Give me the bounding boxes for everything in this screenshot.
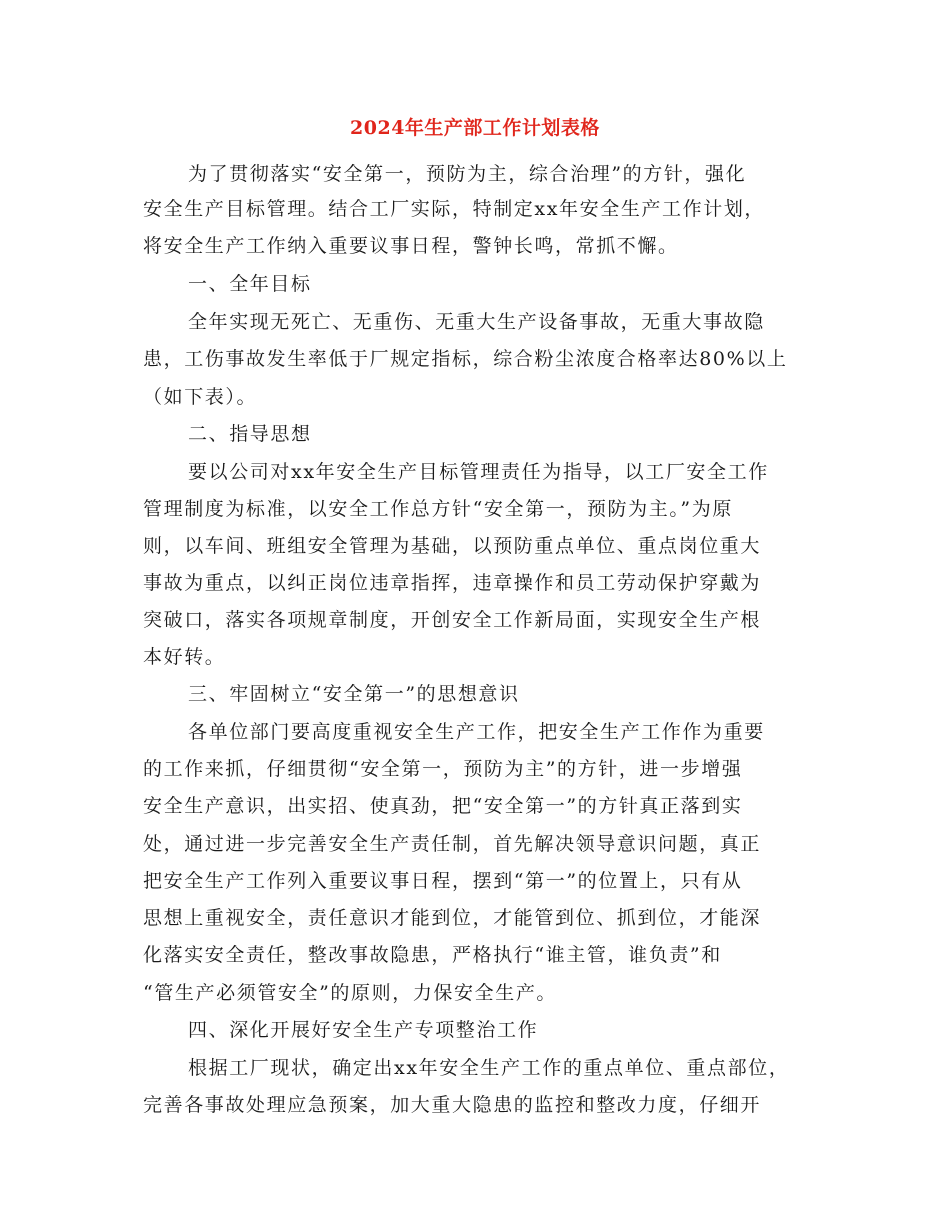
paragraph-line: 根据工厂现状，确定出xx年安全生产工作的重点单位、重点部位，	[188, 1057, 790, 1079]
paragraph-line: 化落实安全责任，整改事故隐患，严格执行“谁主管，谁负责”和	[143, 944, 722, 966]
document-title: 2024年生产部工作计划表格	[350, 117, 600, 139]
paragraph-line: 管理制度为标准，以安全工作总方针“安全第一，预防为主。”为原	[143, 498, 733, 520]
paragraph-line: 为了贯彻落实“安全第一，预防为主，综合治理”的方针，强化	[188, 163, 747, 185]
paragraph-line: 安全生产意识，出实招、使真劲，把“安全第一”的方针真正落到实	[143, 795, 743, 817]
paragraph-line: 将安全生产工作纳入重要议事日程，警钟长鸣，常抓不懈。	[143, 235, 679, 257]
paragraph-line: 各单位部门要高度重视安全生产工作，把安全生产工作作为重要	[188, 721, 765, 743]
paragraph-line: 突破口，落实各项规章制度，开创安全工作新局面，实现安全生产根	[143, 609, 762, 631]
section-heading: 二、指导思想	[188, 423, 312, 445]
section-heading: 三、牢固树立“安全第一”的思想意识	[188, 683, 520, 705]
paragraph-line: 处，通过进一步完善安全生产责任制，首先解决领导意识问题，真正	[143, 833, 762, 855]
paragraph-line: 事故为重点，以纠正岗位违章指挥，违章操作和员工劳动保护穿戴为	[143, 572, 762, 594]
paragraph-line: 的工作来抓，仔细贯彻“安全第一，预防为主”的方针，进一步增强	[143, 758, 743, 780]
paragraph-line: 安全生产目标管理。结合工厂实际，特制定xx年安全生产工作计划，	[143, 198, 766, 220]
paragraph-line: 本好转。	[143, 646, 226, 668]
section-heading: 一、全年目标	[188, 273, 312, 295]
paragraph-line: 全年实现无死亡、无重伤、无重大生产设备事故，无重大事故隐	[188, 311, 765, 333]
paragraph-line: “管生产必须管安全”的原则，力保安全生产。	[143, 982, 558, 1004]
paragraph-line: 患，工伤事故发生率低于厂规定指标，综合粉尘浓度合格率达80%以上	[143, 348, 788, 370]
paragraph-line: 完善各事故处理应急预案，加大重大隐患的监控和整改力度，仔细开	[143, 1094, 762, 1116]
paragraph-line: （如下表）。	[143, 386, 258, 408]
section-heading: 四、深化开展好安全生产专项整治工作	[188, 1019, 539, 1041]
paragraph-line: 把安全生产工作列入重要议事日程，摆到“第一”的位置上，只有从	[143, 870, 743, 892]
paragraph-line: 思想上重视安全，责任意识才能到位，才能管到位、抓到位，才能深	[143, 907, 762, 929]
paragraph-line: 则，以车间、班组安全管理为基础，以预防重点单位、重点岗位重大	[143, 535, 762, 557]
paragraph-line: 要以公司对xx年安全生产目标管理责任为指导，以工厂安全工作	[188, 461, 769, 483]
